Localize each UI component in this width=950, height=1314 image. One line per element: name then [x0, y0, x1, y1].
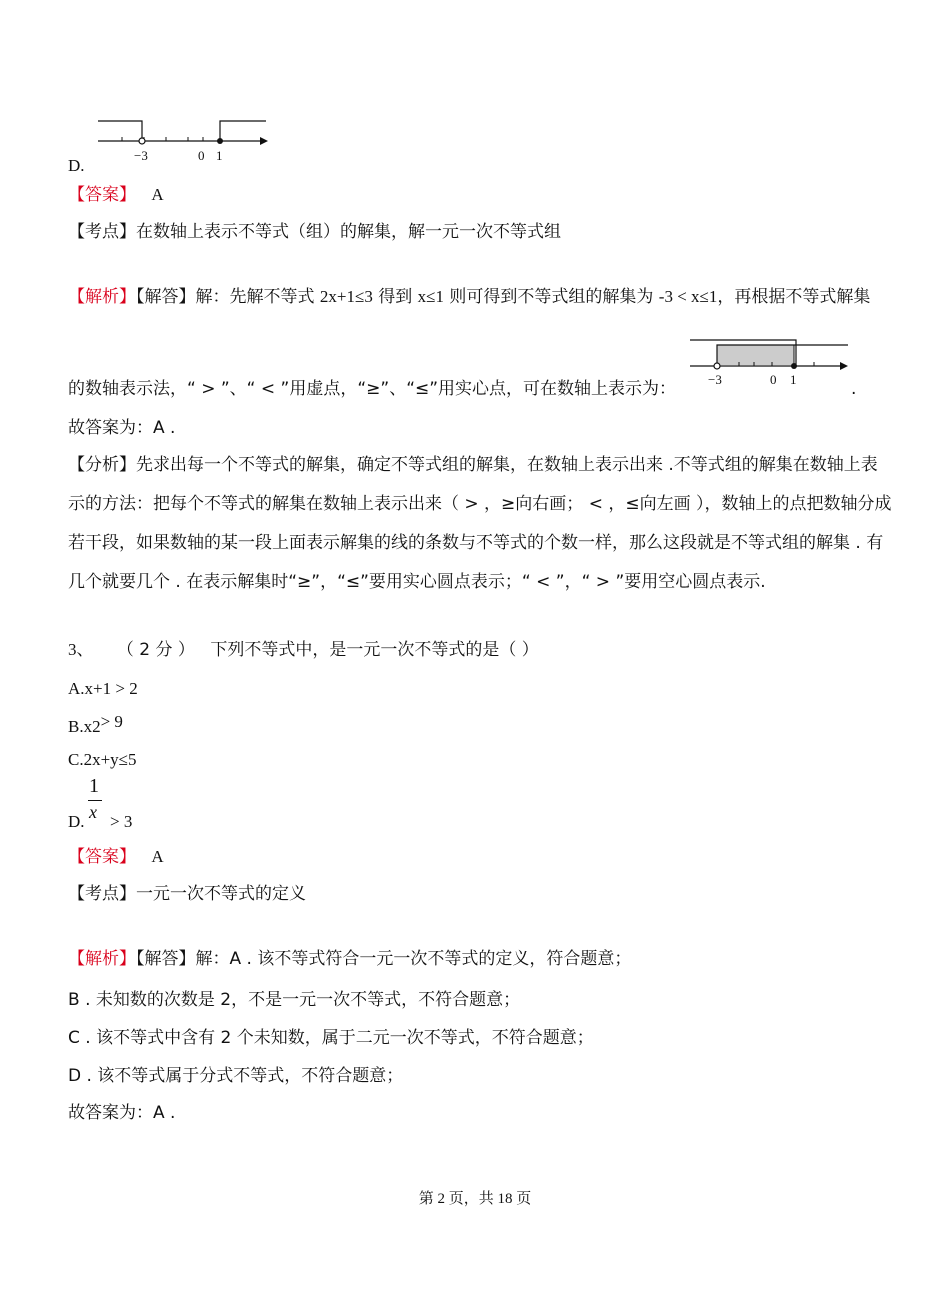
option-b-exponent-text: > 9: [100, 712, 123, 731]
fenxi-line-3: 若干段，如果数轴的某一段上面表示解集的线的条数与不等式的个数一样，那么这段就是不等式组的解集 . 有: [68, 533, 884, 553]
kaodian-tag: 【考点】: [68, 884, 136, 904]
conclusion-q3: 故答案为：A .: [68, 1103, 176, 1123]
option-d-label-q3: D.: [68, 812, 85, 831]
option-a: A.x+1 > 2: [68, 679, 138, 698]
option-b: [68, 712, 123, 736]
axis-label-neg3: −3: [708, 372, 722, 386]
number-line-solution: [684, 336, 854, 386]
axis-label-0: 0: [770, 372, 777, 386]
answer-row: [68, 186, 164, 204]
jiexi-tag: 【解析】: [68, 287, 136, 307]
option-d-label: D.: [68, 156, 85, 175]
jiexi-text: 解：A . 该不等式符合一元一次不等式的定义，符合题意；: [195, 949, 632, 969]
answer-value: A: [151, 847, 164, 866]
answer-value: A: [151, 185, 164, 204]
jiexi-line-1: [68, 288, 870, 306]
question-number: 3、: [68, 640, 94, 659]
jiexi-text: 得到: [372, 287, 418, 307]
axis-label-1: 1: [216, 148, 223, 163]
question-3-stem: [68, 641, 539, 659]
option-c: C.2x+y≤5: [68, 750, 137, 769]
jiexi-line-a-q3: [68, 951, 631, 968]
jiexi-line-c-q3: C . 该不等式中含有 2 个未知数，属于二元一次不等式，不符合题意；: [68, 1028, 594, 1048]
kaodian-row: [68, 224, 561, 241]
question-text: 下列不等式中，是一元一次不等式的是（ ）: [210, 640, 539, 660]
option-b-text: B.x2: [68, 717, 101, 736]
fraction-numerator: 1: [89, 775, 99, 797]
jiexi-text: ，再根据不等式解集: [717, 287, 871, 307]
question-score: （ 2 分 ）: [116, 640, 195, 660]
jiexi-tag: 【解析】: [68, 949, 136, 969]
fenxi-line-2: 示的方法：把每个不等式的解集在数轴上表示出来（ > ，≥向右画； < ，≤向左画 ），数轴上的点把数轴分成: [68, 494, 892, 514]
jiexi-line-b-q3: B . 未知数的次数是 2，不是一元一次不等式，不符合题意；: [68, 990, 521, 1010]
fenxi-line-1: [68, 457, 878, 474]
kaodian-text: 在数轴上表示不等式（组）的解集，解一元一次不等式组: [136, 222, 561, 242]
jiexi-text: 解：先解不等式: [195, 287, 320, 307]
kaodian-row-q3: [68, 886, 306, 903]
inequality-expr: 2x+1≤3: [319, 287, 373, 306]
fenxi-line-4: 几个就要几个 . 在表示解集时“≥”，“≤”要用实心圆点表示；“ < ”，“ > ”要用空心圆点表示.: [68, 572, 766, 592]
axis-label-0: 0: [198, 148, 205, 163]
answer-row-q3: [68, 848, 164, 866]
answer-tag: 【答案】: [68, 185, 136, 205]
page-footer: 第 2 页，共 18 页: [418, 1191, 532, 1207]
option-d-suffix: > 3: [110, 812, 133, 831]
jiexi-line-2: 的数轴表示法，“ > ”、“ < ”用虚点，“≥”、“≤”用实心点，可在数轴上表示为：: [68, 379, 677, 399]
jieda-tag: 【解答】: [136, 949, 196, 969]
kaodian-text: 一元一次不等式的定义: [136, 884, 306, 904]
answer-tag: 【答案】: [68, 847, 136, 867]
inequality-expr: x≤1: [417, 287, 444, 306]
jieda-tag: 【解答】: [136, 287, 196, 307]
fraction-denominator: x: [89, 802, 97, 822]
jiexi-text: 则可得到不等式组的解集为: [443, 287, 659, 307]
jiexi-line-d-q3: D . 该不等式属于分式不等式，不符合题意；: [68, 1066, 404, 1086]
kaodian-tag: 【考点】: [68, 222, 136, 242]
number-line-option-d: [92, 114, 272, 164]
axis-label-neg3: −3: [134, 148, 148, 163]
fenxi-tag: 【分析】: [68, 455, 136, 475]
fenxi-text: 先求出每一个不等式的解集，确定不等式组的解集，在数轴上表示出来 .不等式组的解集在数轴上表: [136, 455, 878, 475]
conclusion: 故答案为：A .: [68, 418, 176, 438]
period: .: [851, 379, 857, 399]
axis-label-1: 1: [790, 372, 797, 386]
solution-set-expr: -3 < x≤1: [658, 287, 718, 306]
fraction-bar: [88, 800, 102, 801]
